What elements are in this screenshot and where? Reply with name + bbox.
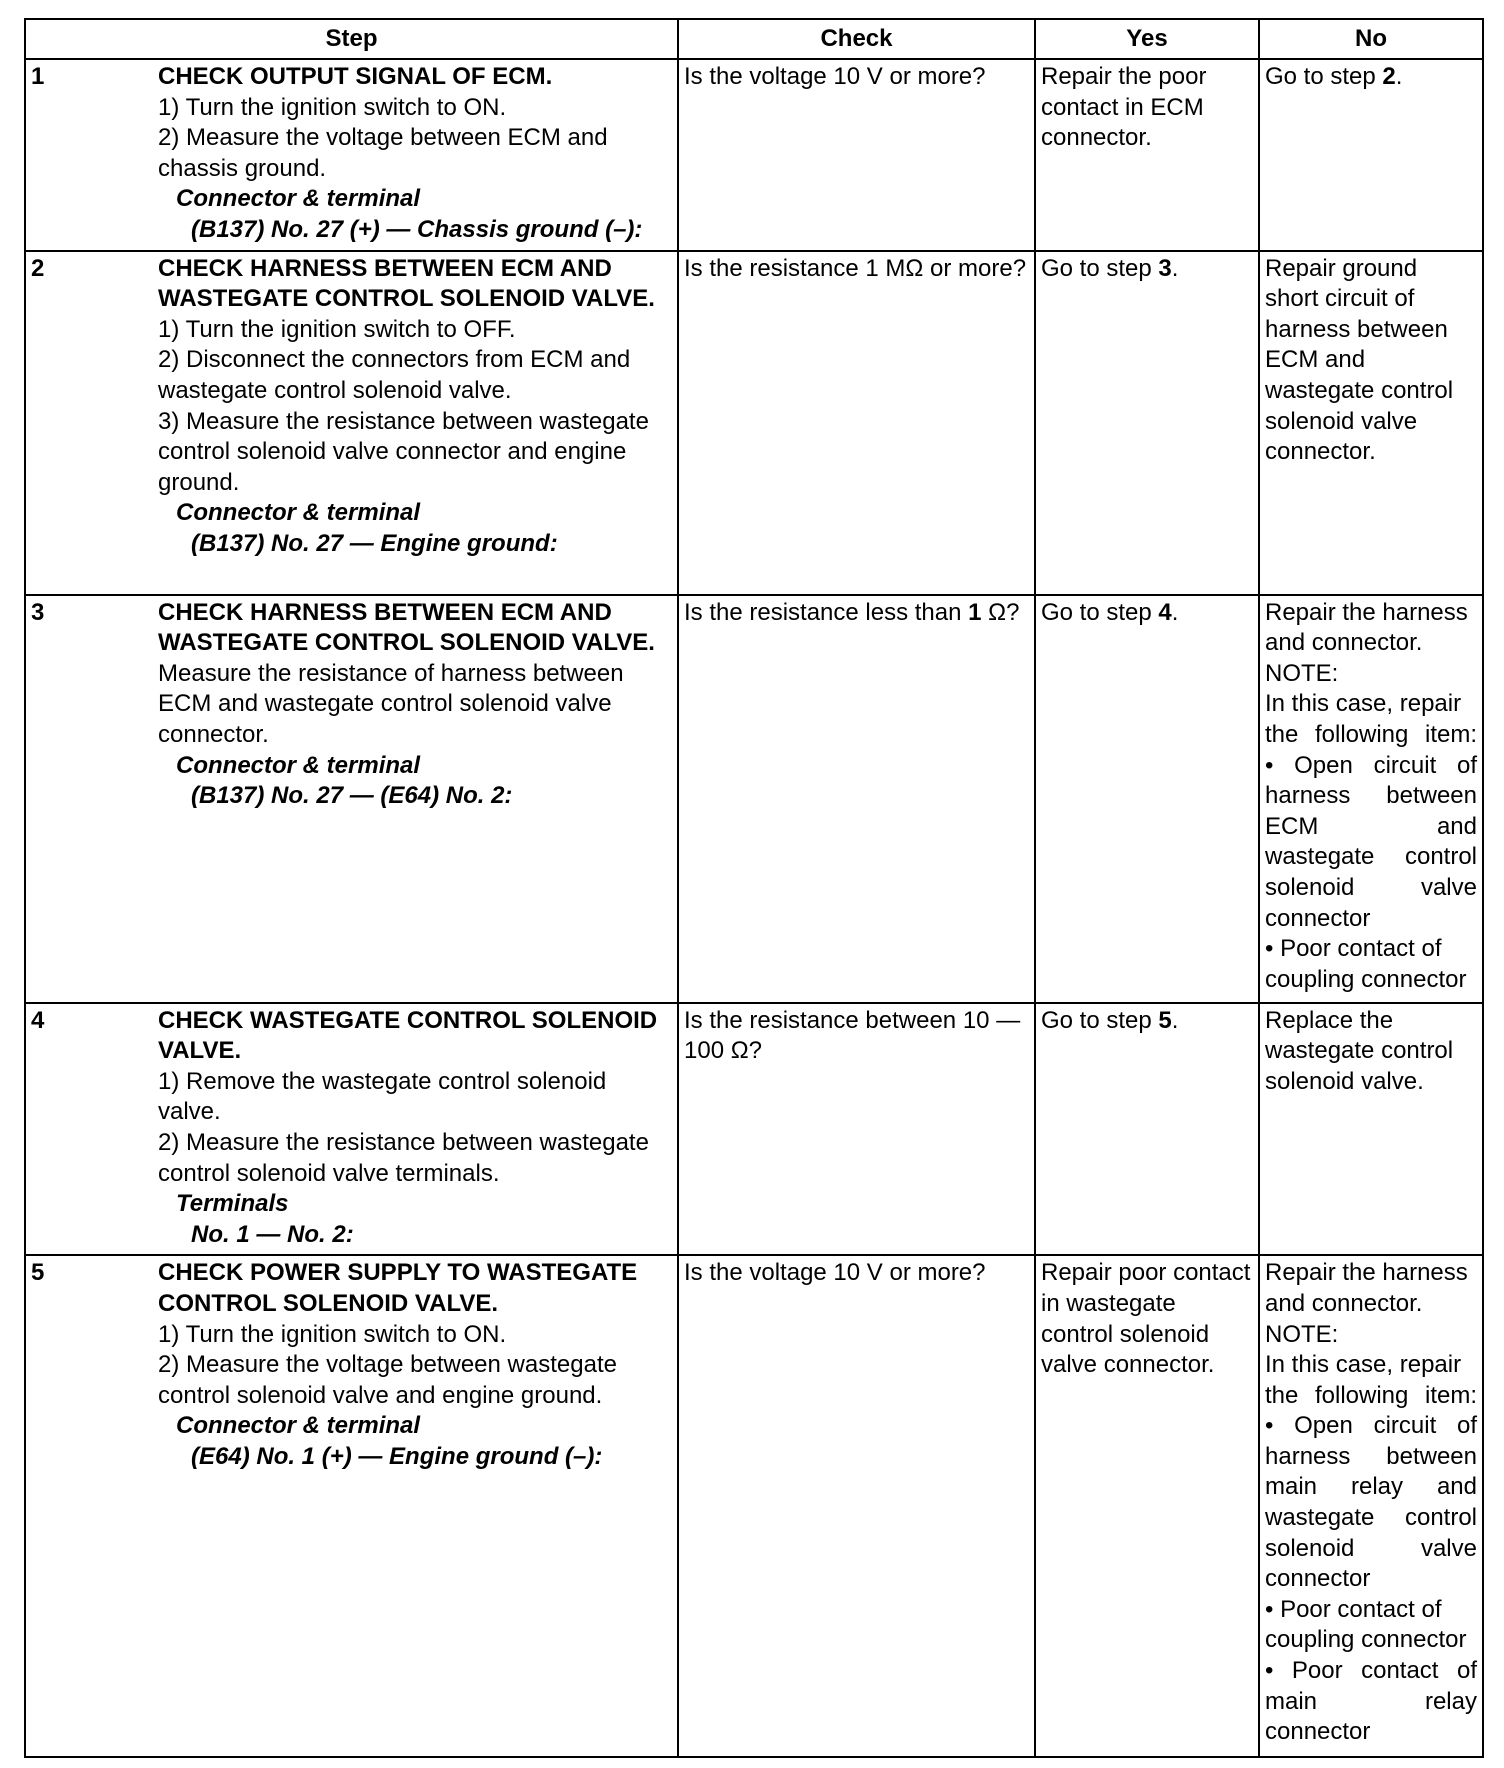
- yes-cell: Repair poor contact in wastegate control solenoid valve connector.: [1035, 1255, 1259, 1757]
- note-bullet: • Poor contact of coupling connector: [1265, 1595, 1467, 1654]
- step-instruction: 1) Turn the ignition switch to ON.: [158, 1320, 507, 1348]
- check-cell: Is the voltage 10 V or more?: [678, 1255, 1035, 1757]
- step-instruction: Measure the resistance of harness between ECM and wastegate control solenoid valve connector.: [158, 659, 624, 748]
- check-cell: Is the voltage 10 V or more?: [678, 59, 1035, 251]
- check-text: Is the resistance less than: [684, 598, 969, 626]
- no-cell: Replace the wastegate control solenoid valve.: [1259, 1003, 1483, 1256]
- step-title: CHECK HARNESS BETWEEN ECM AND WASTEGATE CONTROL SOLENOID VALVE.: [158, 598, 655, 657]
- step-instruction: 2) Measure the voltage between ECM and chassis ground.: [158, 124, 608, 182]
- connector-value: (B137) No. 27 — (E64) No. 2:: [191, 782, 513, 810]
- check-cell: [678, 595, 1035, 1003]
- yes-text: Go to step: [1041, 598, 1159, 626]
- step-title: CHECK OUTPUT SIGNAL OF ECM.: [158, 63, 553, 90]
- step-ref: 4: [1158, 598, 1172, 626]
- step-number: 5: [31, 1259, 45, 1287]
- diagnostic-table: [24, 18, 1484, 1758]
- header-check: Check: [678, 19, 1035, 59]
- yes-cell: [1035, 595, 1259, 1003]
- step-instruction: 1) Turn the ignition switch to ON.: [158, 93, 507, 121]
- table-row: [25, 251, 1483, 595]
- note-text: In this case, repair the following item:: [1265, 1351, 1477, 1409]
- header-step: Step: [25, 19, 678, 59]
- yes-cell: Repair the poor contact in ECM connector.: [1035, 59, 1259, 251]
- table-row: [25, 59, 1483, 251]
- step-cell: [25, 595, 678, 1003]
- connector-label: Connector & terminal: [176, 751, 421, 779]
- note-text: In this case, repair the following item:: [1265, 690, 1477, 748]
- no-suffix: .: [1395, 63, 1403, 90]
- step-instruction: 1) Remove the wastegate control solenoid valve.: [158, 1067, 607, 1126]
- step-title: CHECK POWER SUPPLY TO WASTEGATE CONTROL SOLENOID VALVE.: [158, 1259, 638, 1317]
- connector-label: Connector & terminal: [176, 499, 421, 527]
- connector-label: Connector & terminal: [176, 1412, 421, 1440]
- step-cell: [25, 251, 678, 595]
- step-ref: 3: [1158, 254, 1172, 282]
- step-cell: [25, 59, 678, 251]
- note-label: NOTE:: [1265, 1320, 1339, 1348]
- connector-value: (B137) No. 27 — Engine ground:: [191, 529, 558, 557]
- connector-label: Connector & terminal: [176, 185, 421, 213]
- connector-value: (B137) No. 27 (+) — Chassis ground (–):: [191, 215, 643, 243]
- header-row: [25, 19, 1483, 59]
- step-instruction: 2) Measure the resistance between wastegate control solenoid valve terminals.: [158, 1128, 649, 1187]
- note-label: NOTE:: [1265, 659, 1339, 687]
- yes-cell: [1035, 1003, 1259, 1256]
- step-cell: [25, 1255, 678, 1757]
- no-cell: Repair ground short circuit of harness between ECM and wastegate control solenoid valve connector.: [1259, 251, 1483, 595]
- step-instruction: 2) Disconnect the connectors from ECM and wastegate control solenoid valve.: [158, 346, 631, 404]
- no-main: Repair the harness and connector.: [1265, 598, 1468, 657]
- step-instruction: 1) Turn the ignition switch to OFF.: [158, 315, 516, 343]
- step-ref: 2: [1382, 63, 1396, 90]
- step-instruction: 3) Measure the resistance between wastegate control solenoid valve connector and engine ground.: [158, 407, 649, 496]
- note-bullet: • Poor contact of coupling connector: [1265, 935, 1467, 993]
- no-text: Go to step: [1265, 63, 1383, 90]
- connector-value: No. 1 — No. 2:: [191, 1220, 354, 1248]
- no-cell: [1259, 59, 1483, 251]
- connector-label: Terminals: [176, 1190, 289, 1218]
- step-title: CHECK WASTEGATE CONTROL SOLENOID VALVE.: [158, 1006, 658, 1065]
- yes-suffix: .: [1171, 1006, 1179, 1034]
- note-bullet: • Open circuit of harness between main relay and wastegate control solenoid valve connector: [1265, 1412, 1477, 1593]
- check-unit: Ω?: [981, 598, 1020, 626]
- table-row: [25, 1003, 1483, 1256]
- step-number: 1: [31, 63, 45, 90]
- step-number: 3: [31, 598, 45, 626]
- no-cell: [1259, 1255, 1483, 1757]
- yes-text: Go to step: [1041, 254, 1159, 282]
- table-row: [25, 595, 1483, 1003]
- step-cell: [25, 1003, 678, 1256]
- yes-cell: [1035, 251, 1259, 595]
- check-value: 1: [968, 598, 982, 626]
- yes-suffix: .: [1171, 598, 1179, 626]
- step-ref: 5: [1158, 1006, 1172, 1034]
- step-number: 4: [31, 1006, 45, 1034]
- step-number: 2: [31, 254, 45, 282]
- yes-suffix: .: [1171, 254, 1179, 282]
- no-main: Repair the harness and connector.: [1265, 1259, 1468, 1317]
- header-yes: Yes: [1035, 19, 1259, 59]
- check-cell: Is the resistance between 10 — 100 Ω?: [678, 1003, 1035, 1256]
- table-row: [25, 1255, 1483, 1757]
- note-bullet: • Poor contact of main relay connector: [1265, 1657, 1477, 1746]
- yes-text: Go to step: [1041, 1006, 1159, 1034]
- header-no: No: [1259, 19, 1483, 59]
- note-bullet: • Open circuit of harness between ECM and wastegate control solenoid valve connector: [1265, 751, 1477, 932]
- step-instruction: 2) Measure the voltage between wastegate control solenoid valve and engine ground.: [158, 1351, 617, 1409]
- connector-value: (E64) No. 1 (+) — Engine ground (–):: [191, 1442, 603, 1470]
- check-cell: Is the resistance 1 MΩ or more?: [678, 251, 1035, 595]
- step-title: CHECK HARNESS BETWEEN ECM AND WASTEGATE CONTROL SOLENOID VALVE.: [158, 254, 655, 313]
- no-cell: [1259, 595, 1483, 1003]
